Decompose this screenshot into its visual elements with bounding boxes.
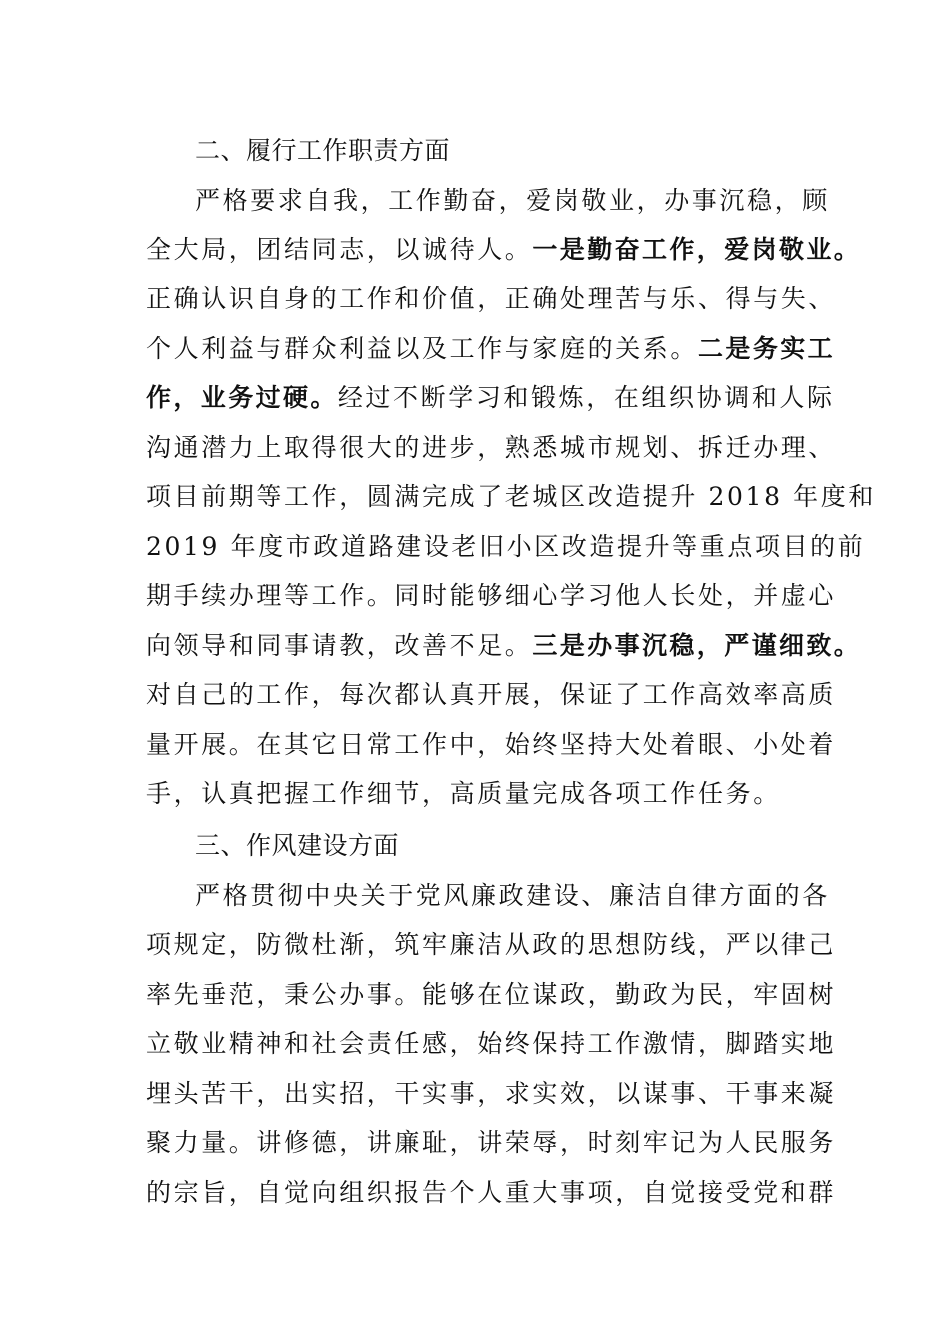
paragraph-line: 期手续办理等工作。同时能够细心学习他人长处，并虚心	[146, 581, 837, 610]
bold-point-two-cont: 作，业务过硬。	[146, 383, 338, 412]
paragraph-line: 的宗旨，自觉向组织报告个人重大事项，自觉接受党和群	[146, 1178, 837, 1207]
paragraph-line: 项目前期等工作，圆满完成了老城区改造提升 2018 年度和	[146, 482, 876, 511]
paragraph-line: 2019 年度市政道路建设老旧小区改造提升等重点项目的前	[146, 532, 866, 561]
paragraph-line: 正确认识自身的工作和价值，正确处理苦与乐、得与失、	[146, 284, 837, 313]
bold-point-three: 三是办事沉稳，严谨细致。	[532, 631, 862, 660]
paragraph-line: 对自己的工作，每次都认真开展，保证了工作高效率高质	[146, 680, 837, 709]
text-run: 向领导和同事请教，改善不足。	[146, 631, 533, 660]
paragraph-line: 严格贯彻中央关于党风廉政建设、廉洁自律方面的各	[195, 881, 830, 910]
paragraph-line: 严格要求自我，工作勤奋，爱岗敬业，办事沉稳，顾	[195, 186, 830, 215]
paragraph-line	[146, 230, 862, 270]
paragraph-line	[146, 626, 862, 666]
text-run: 经过不断学习和锻炼，在组织协调和人际	[337, 383, 835, 412]
paragraph-line: 量开展。在其它日常工作中，始终坚持大处着眼、小处着	[146, 730, 837, 759]
bold-point-two: 二是务实工	[698, 334, 836, 363]
paragraph-line: 手，认真把握工作细节，高质量完成各项工作任务。	[146, 779, 781, 808]
paragraph-line: 沟通潜力上取得很大的进步，熟悉城市规划、拆迁办理、	[146, 433, 837, 462]
bold-point-one: 一是勤奋工作，爱岗敬业。	[532, 235, 862, 264]
paragraph-line: 立敬业精神和社会责任感，始终保持工作激情，脚踏实地	[146, 1029, 837, 1058]
paragraph-line: 埋头苦干，出实招，干实事，求实效，以谋事、干事来凝	[146, 1079, 837, 1108]
paragraph-line: 聚力量。讲修德，讲廉耻，讲荣辱，时刻牢记为人民服务	[146, 1128, 837, 1157]
text-run: 个人利益与群众利益以及工作与家庭的关系。	[146, 334, 699, 363]
paragraph-line: 率先垂范，秉公办事。能够在位谋政，勤政为民，牢固树	[146, 980, 837, 1009]
paragraph-line	[146, 329, 836, 369]
paragraph-line	[146, 378, 835, 418]
section-heading-conduct: 三、作风建设方面	[195, 831, 400, 860]
text-run: 全大局，团结同志，以诚待人。	[146, 235, 533, 264]
paragraph-line: 项规定，防微杜渐，筑牢廉洁从政的思想防线，严以律己	[146, 930, 837, 959]
section-heading-duties: 二、履行工作职责方面	[195, 136, 451, 165]
